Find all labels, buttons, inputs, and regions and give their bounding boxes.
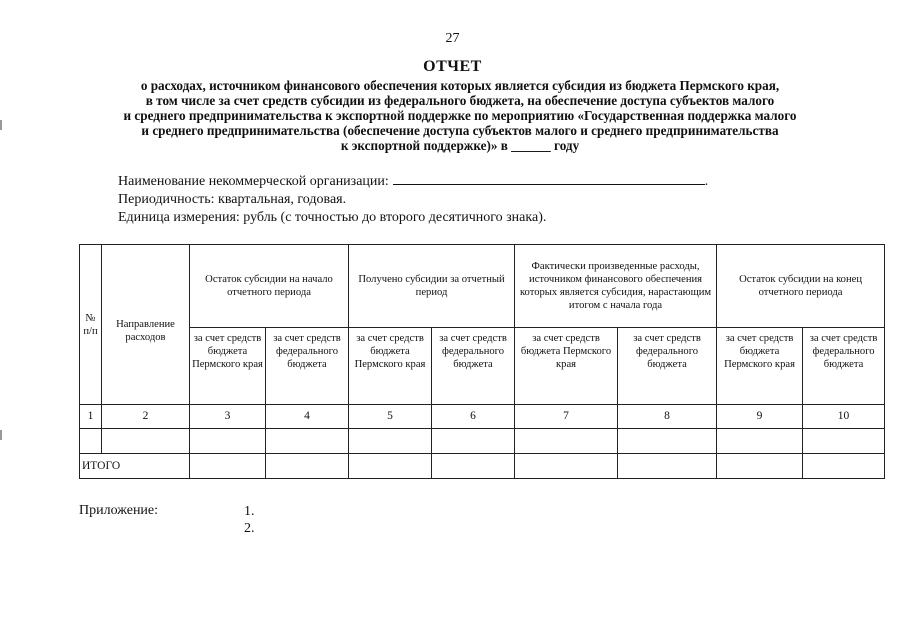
organization-name-line [118, 172, 708, 190]
subheader-cell: за счет средств федерального бюджета [432, 328, 515, 405]
table-cell [717, 429, 803, 454]
subheader-cell: за счет средств федерального бюджета [803, 328, 885, 405]
subtitle-line: в том числе за счет средств субсидии из федерального бюджета, на обеспечение доступа субъектов малого [145, 93, 775, 108]
subtitle-line: и среднего предпринимательства к экспортной поддержке по мероприятию «Государственная поддержка малого [123, 108, 797, 123]
subtitle-line: и среднего предпринимательства (обеспечение доступа субъектов малого и среднего предпринимательства [141, 123, 779, 138]
table-cell [190, 429, 266, 454]
header-direction: Направление расходов [102, 245, 190, 405]
column-number: 9 [717, 405, 803, 429]
subheader-cell: за счет средств федерального бюджета [618, 328, 717, 405]
header-number: № п/п [80, 245, 102, 405]
subheader-cell: за счет средств бюджета Пермского края [349, 328, 432, 405]
organization-end-mark: . [704, 174, 709, 189]
appendix-list [244, 503, 255, 537]
subheader-cell: за счет средств бюджета Пермского края [190, 328, 266, 405]
unit-line: Единица измерения: рубль (с точностью до второго десятичного знака). [118, 210, 547, 225]
column-number: 4 [266, 405, 349, 429]
table-total-row [80, 454, 885, 479]
subtitle-line: к экспортной поддержке)» в ______ году [340, 138, 580, 153]
column-number: 5 [349, 405, 432, 429]
scan-edge-mark [0, 430, 2, 440]
column-number: 10 [803, 405, 885, 429]
table-cell [266, 429, 349, 454]
appendix-label: Приложение: [79, 503, 159, 518]
organization-label: Наименование некоммерческой организации: [118, 174, 389, 189]
header-group: Остаток субсидии на начало отчетного периода [190, 245, 349, 328]
table-cell [266, 454, 349, 479]
column-number: 7 [515, 405, 618, 429]
appendix-item: 1. [244, 504, 255, 519]
subheader-cell: за счет средств бюджета Пермского края [515, 328, 618, 405]
table-cell [80, 429, 102, 454]
periodicity-line: Периодичность: квартальная, годовая. [118, 192, 347, 207]
table-cell [432, 429, 515, 454]
subheader-cell: за счет средств бюджета Пермского края [717, 328, 803, 405]
table-cell [190, 454, 266, 479]
table-cell [349, 454, 432, 479]
page-number: 27 [445, 31, 460, 46]
table-cell [515, 429, 618, 454]
header-group: Остаток субсидии на конец отчетного периода [717, 245, 885, 328]
report-title: ОТЧЕТ [423, 58, 482, 75]
table-cell [102, 429, 190, 454]
table-cell [717, 454, 803, 479]
column-number: 6 [432, 405, 515, 429]
table-cell [618, 454, 717, 479]
scan-edge-mark [0, 120, 2, 130]
appendix-item: 2. [244, 521, 255, 536]
organization-blank-field [393, 172, 705, 185]
column-number: 3 [190, 405, 266, 429]
table-cell [803, 454, 885, 479]
report-table [79, 244, 885, 479]
table-cell [618, 429, 717, 454]
header-group: Фактически произведенные расходы, источником финансового обеспечения которых является субсидия, нарастающим итогом с начала года [515, 245, 717, 328]
table-row [80, 429, 885, 454]
table-cell [515, 454, 618, 479]
table-cell [803, 429, 885, 454]
subheader-cell: за счет средств федерального бюджета [266, 328, 349, 405]
table-subheader-row [80, 328, 885, 405]
header-group: Получено субсидии за отчетный период [349, 245, 515, 328]
total-label: ИТОГО [80, 454, 190, 479]
column-number: 1 [80, 405, 102, 429]
subtitle-line: о расходах, источником финансового обеспечения которых является субсидия из бюджета Пермского края, [140, 78, 780, 93]
table-number-row [80, 405, 885, 429]
table-cell [349, 429, 432, 454]
column-number: 8 [618, 405, 717, 429]
column-number: 2 [102, 405, 190, 429]
report-subtitle [60, 78, 860, 153]
table-cell [432, 454, 515, 479]
table-header-row [80, 245, 885, 328]
